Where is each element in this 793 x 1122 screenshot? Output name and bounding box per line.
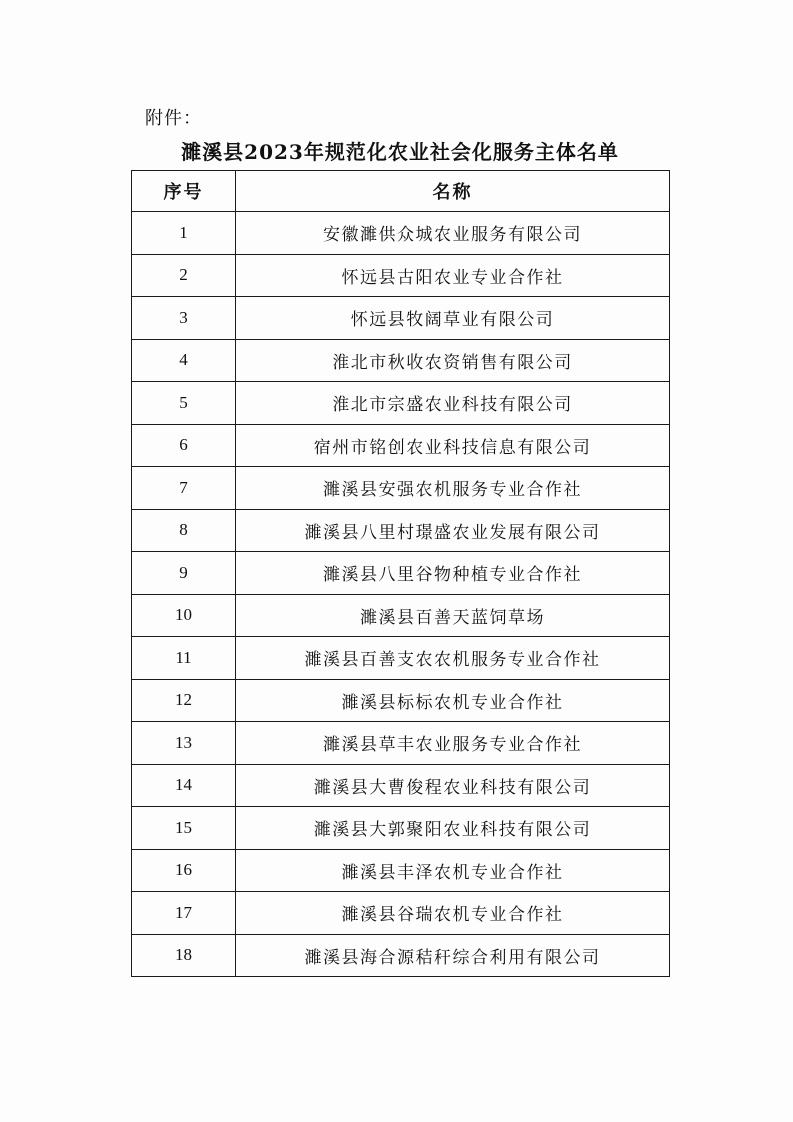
row-number: 15 bbox=[132, 807, 236, 850]
table-row bbox=[132, 382, 670, 425]
row-name: 濉溪县八里谷物种植专业合作社 bbox=[236, 552, 670, 595]
row-name: 濉溪县大曹俊程农业科技有限公司 bbox=[236, 764, 670, 807]
row-name: 濉溪县丰泽农机专业合作社 bbox=[236, 849, 670, 892]
row-name: 安徽濉供众城农业服务有限公司 bbox=[236, 212, 670, 255]
table-row bbox=[132, 594, 670, 637]
row-number: 18 bbox=[132, 934, 236, 977]
document-title: 濉溪县2023年规范化农业社会化服务主体名单 bbox=[181, 140, 619, 164]
row-name: 濉溪县大郭聚阳农业科技有限公司 bbox=[236, 807, 670, 850]
row-number: 12 bbox=[132, 679, 236, 722]
row-name: 宿州市铭创农业科技信息有限公司 bbox=[236, 424, 670, 467]
row-number: 1 bbox=[132, 212, 236, 255]
table-header-row bbox=[132, 171, 670, 212]
table-row bbox=[132, 509, 670, 552]
row-name: 濉溪县草丰农业服务专业合作社 bbox=[236, 722, 670, 765]
table-row bbox=[132, 849, 670, 892]
row-number: 9 bbox=[132, 552, 236, 595]
header-name: 名称 bbox=[236, 171, 670, 212]
table-row bbox=[132, 722, 670, 765]
table-body bbox=[132, 212, 670, 977]
header-serial-number: 序号 bbox=[132, 171, 236, 212]
row-name: 濉溪县海合源秸秆综合利用有限公司 bbox=[236, 934, 670, 977]
table-row bbox=[132, 807, 670, 850]
table-row bbox=[132, 764, 670, 807]
table-row bbox=[132, 424, 670, 467]
row-name: 濉溪县百善支农农机服务专业合作社 bbox=[236, 637, 670, 680]
table-row bbox=[132, 552, 670, 595]
table-row bbox=[132, 934, 670, 977]
row-number: 17 bbox=[132, 892, 236, 935]
row-number: 14 bbox=[132, 764, 236, 807]
attachment-label: 附件： bbox=[145, 108, 202, 129]
table-row bbox=[132, 297, 670, 340]
row-name: 濉溪县标标农机专业合作社 bbox=[236, 679, 670, 722]
row-name: 淮北市秋收农资销售有限公司 bbox=[236, 339, 670, 382]
row-number: 3 bbox=[132, 297, 236, 340]
row-number: 4 bbox=[132, 339, 236, 382]
table-row bbox=[132, 212, 670, 255]
table-row bbox=[132, 637, 670, 680]
row-name: 淮北市宗盛农业科技有限公司 bbox=[236, 382, 670, 425]
row-number: 10 bbox=[132, 594, 236, 637]
row-number: 2 bbox=[132, 254, 236, 297]
row-name: 濉溪县谷瑞农机专业合作社 bbox=[236, 892, 670, 935]
row-number: 6 bbox=[132, 424, 236, 467]
row-number: 8 bbox=[132, 509, 236, 552]
row-number: 7 bbox=[132, 467, 236, 510]
row-name: 怀远县古阳农业专业合作社 bbox=[236, 254, 670, 297]
row-number: 5 bbox=[132, 382, 236, 425]
table-row bbox=[132, 679, 670, 722]
row-name: 濉溪县安强农机服务专业合作社 bbox=[236, 467, 670, 510]
table-row bbox=[132, 467, 670, 510]
row-number: 13 bbox=[132, 722, 236, 765]
table-row bbox=[132, 339, 670, 382]
row-name: 濉溪县百善天蓝饲草场 bbox=[236, 594, 670, 637]
service-entity-table bbox=[131, 170, 670, 977]
row-name: 怀远县牧阔草业有限公司 bbox=[236, 297, 670, 340]
table-row bbox=[132, 254, 670, 297]
row-number: 16 bbox=[132, 849, 236, 892]
row-number: 11 bbox=[132, 637, 236, 680]
table-row bbox=[132, 892, 670, 935]
row-name: 濉溪县八里村璟盛农业发展有限公司 bbox=[236, 509, 670, 552]
